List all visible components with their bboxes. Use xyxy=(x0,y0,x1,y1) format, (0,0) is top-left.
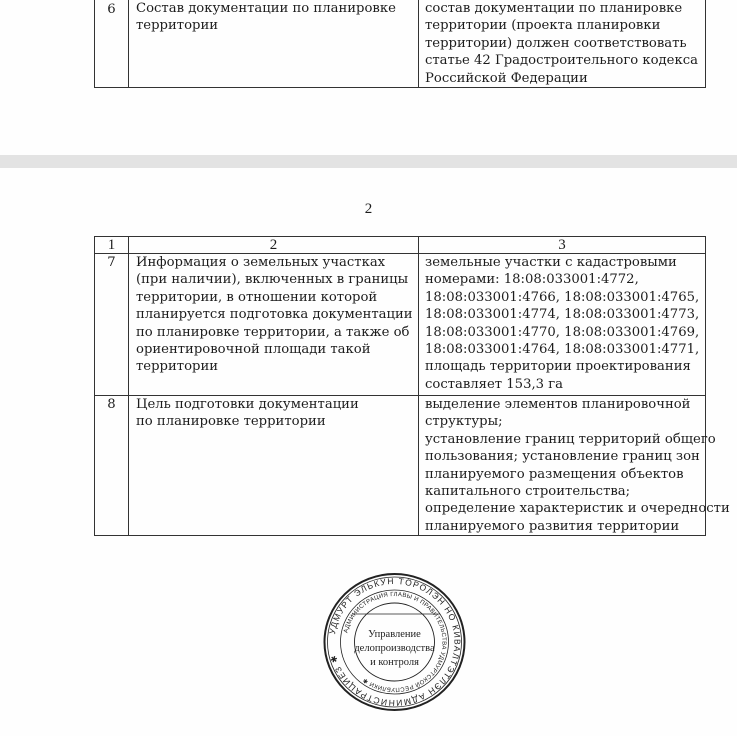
parameter-cell xyxy=(129,0,419,88)
text-line: номерами: 18:08:033001:4772, xyxy=(425,272,639,288)
text-line: площадь территории проектирования xyxy=(425,359,691,375)
text-line: капитального строительства; xyxy=(425,484,631,500)
text-line: выделение элементов планировочной xyxy=(425,397,691,412)
text-line: территории, в отношении которой xyxy=(136,289,378,305)
value-cell xyxy=(419,254,706,396)
table-header-row xyxy=(95,237,706,254)
text-line: 18:08:033001:4764, 18:08:033001:4771, xyxy=(425,342,700,358)
column-header: 3 xyxy=(419,237,706,254)
text-line: (при наличии), включенных в границы xyxy=(136,272,409,288)
row-number: 8 xyxy=(95,396,129,536)
text-line: определение характеристик и очередности xyxy=(425,501,730,517)
table-row xyxy=(95,396,706,536)
seal-line: и контроля xyxy=(370,657,419,668)
table-row xyxy=(95,254,706,396)
text-line: земельные участки с кадастровыми xyxy=(425,255,677,270)
parameter-cell xyxy=(129,254,419,396)
column-header: 2 xyxy=(129,237,419,254)
text-line: 18:08:033001:4770, 18:08:033001:4769, xyxy=(425,324,700,340)
text-line: пользования; установление границ зон xyxy=(425,449,700,465)
row-number-text: 6 xyxy=(107,2,116,17)
text-line: Информация о земельных участках xyxy=(136,255,386,270)
seal-inner-text: АДМИНИСТРАЦИЯ ГЛАВЫ И ПРАВИТЕЛЬСТВА УДМУРТСКОЙ РЕСПУБЛИКИ ✱ xyxy=(343,591,447,693)
seal-center-text xyxy=(322,628,467,670)
requirements-table-continued xyxy=(94,0,706,88)
text-line: Российской Федерации xyxy=(425,70,588,86)
text-line: 18:08:033001:4766, 18:08:033001:4765, xyxy=(425,289,700,305)
text-line: статье 42 Градостроительного кодекса xyxy=(425,53,698,69)
official-seal-stamp xyxy=(322,572,467,712)
page-number: 2 xyxy=(364,201,373,217)
text-line: территории xyxy=(136,359,219,375)
page-separator xyxy=(0,155,737,168)
row-number xyxy=(95,0,129,88)
column-header: 1 xyxy=(95,237,129,254)
row-number: 7 xyxy=(95,254,129,396)
text-line: планируемого размещения объектов xyxy=(425,466,684,482)
text-line: Цель подготовки документации xyxy=(136,397,359,412)
text-line: территории) должен соответствовать xyxy=(425,35,687,51)
text-line: по планировке территории xyxy=(136,414,326,430)
text-line: структуры; xyxy=(425,414,503,430)
text-line: ориентировочной площади такой xyxy=(136,342,371,358)
value-cell xyxy=(419,396,730,536)
text-line: составляет 153,3 га xyxy=(425,376,563,392)
text-line: территории (проекта планировки xyxy=(425,18,661,34)
requirements-table xyxy=(94,236,730,536)
seal-line: делопроизводства xyxy=(354,643,435,654)
value-cell xyxy=(419,0,706,88)
text-line: по планировке территории, а также об xyxy=(136,324,410,340)
text-line: планируемого развития территории xyxy=(425,518,680,534)
document-page-1 xyxy=(0,0,737,155)
text-line: 18:08:033001:4774, 18:08:033001:4773, xyxy=(425,307,700,323)
text-line: установление границ территорий общего xyxy=(425,431,716,447)
text-line: планируется подготовка документации xyxy=(136,307,413,323)
text-line: территории xyxy=(136,18,219,34)
text-line: состав документации по планировке xyxy=(425,1,683,16)
seal-outer-text: УДМУРТ ЭЛЬКУН ТӦРОЛЭН НО КИВАЛТЭТЛЭН АДМИНИСТРАЦИЕЗ ✱ xyxy=(327,575,463,709)
text-line: Состав документации по планировке xyxy=(136,1,396,16)
table-row xyxy=(95,0,706,88)
parameter-cell xyxy=(129,396,419,536)
seal-line: Управление xyxy=(368,629,421,640)
